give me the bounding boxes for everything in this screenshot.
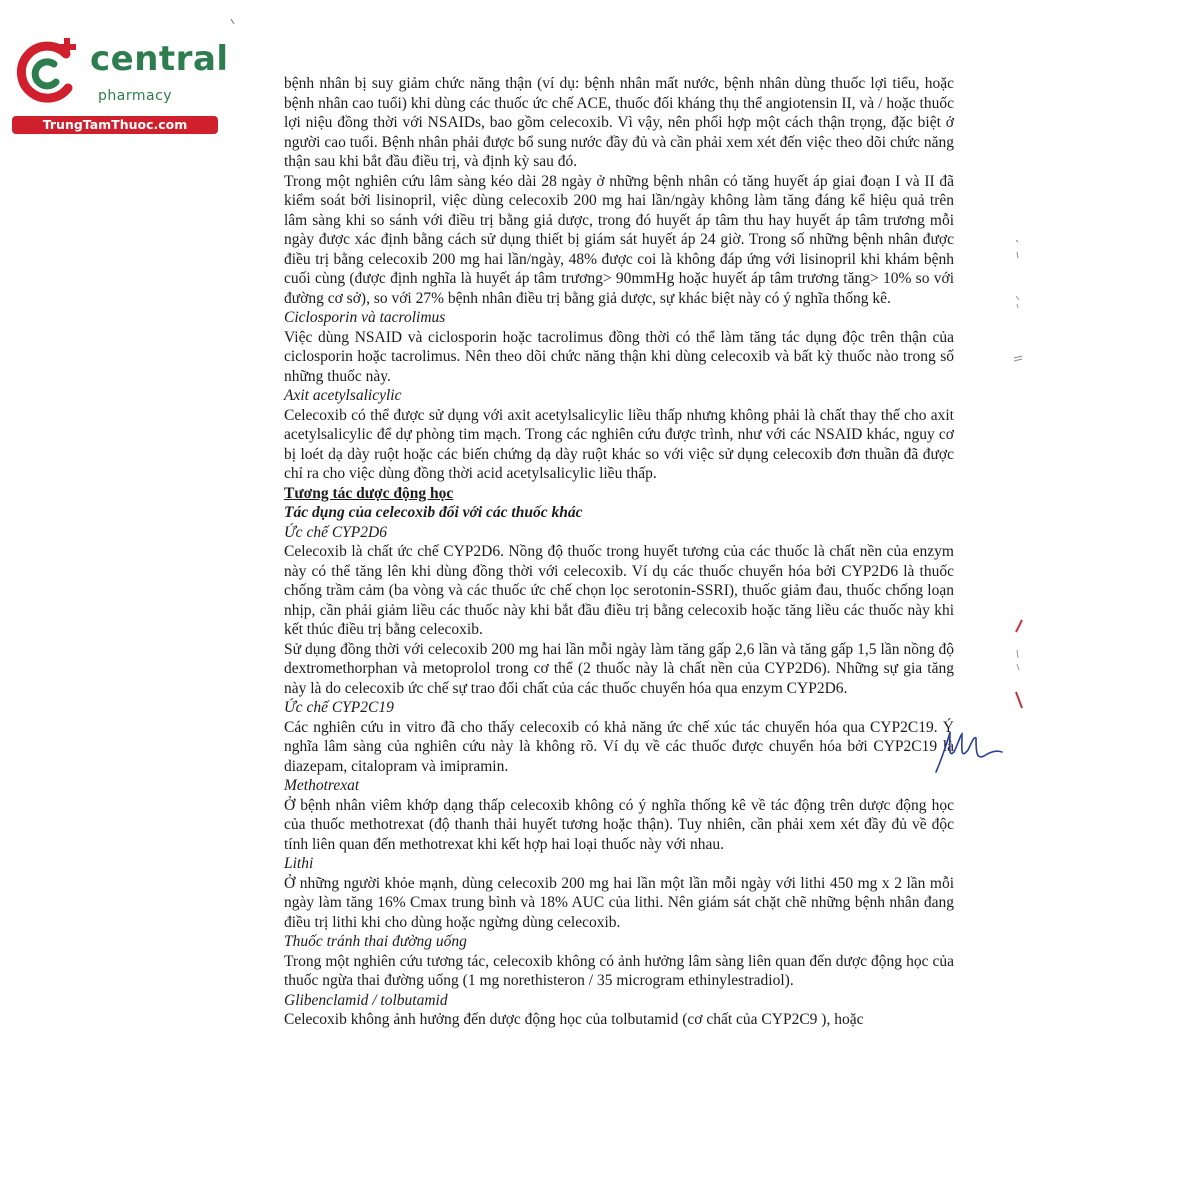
subheading: Axit acetylsalicylic [284,387,402,404]
document-body [284,74,954,1030]
subheading: Ức chế CYP2C19 [284,699,394,716]
pharmacy-logo [10,36,229,136]
body-paragraph: Celecoxib là chất ức chế CYP2D6. Nồng độ thuốc trong huyết tương của các thuốc là chất nền của enzym này có thể tăng lên khi dùng đồng thời với celecoxib. Ví dụ các thuốc chuyển hóa bởi CYP2D6 là thuốc chống trầm cảm (ba vòng và các thuốc ức chế chọn lọc serotonin-SSRI), thuốc giảm đau, thuốc chống loạn nhịp, cần phải giảm liều các thuốc này khi bắt đầu điều trị bằng celecoxib hoặc tăng liều các thuốc này khi kết thúc điều trị bằng celecoxib. [284,543,954,638]
body-paragraph: Ở những người khỏe mạnh, dùng celecoxib 200 mg hai lần một lần mỗi ngày với lithi 450 mg x 2 lần mỗi ngày làm tăng 16% Cmax trung bình và 18% AUC của lithi. Nên giám sát chặt chẽ những bệnh nhân đang điều trị lithi khi cho dùng hoặc ngừng dùng celecoxib. [284,874,954,931]
body-paragraph: Celecoxib có thể được sử dụng với axit acetylsalicylic liều thấp nhưng không phải là chất thay thế cho axit acetylsalicylic để dự phòng tim mạch. Trong các nghiên cứu được trình, như với các NSAID khác, nguy cơ bị loét dạ dày ruột hoặc các biến chứng dạ dày ruột khác so với việc sử dụng celecoxib đơn thuần đã được chỉ ra cho việc dùng đồng thời acid acetylsalicylic liều thấp. [284,406,954,482]
body-paragraph: Việc dùng NSAID và ciclosporin hoặc tacrolimus đồng thời có thể làm tăng tác dụng độc trên thận của ciclosporin hoặc tacrolimus. Nên theo dõi chức năng thận khi dùng celecoxib và bất kỳ thuốc nào trong số những thuốc này. [284,328,954,385]
section-heading: Tương tác dược động học [284,484,454,502]
body-paragraph: bệnh nhân bị suy giảm chức năng thận (ví dụ: bệnh nhân mất nước, bệnh nhân dùng thuốc lợi tiểu, hoặc bệnh nhân cao tuổi) khi dùng các thuốc ức chế ACE, thuốc đối kháng thụ thể angiotensin II, và / hoặc thuốc lợi niệu đồng thời với NSAIDs, bao gồm celecoxib. Vì vậy, nên phối hợp một cách thận trọng, đặc biệt ở người cao tuổi. Bệnh nhân phải được bổ sung nước đầy đủ và cần phải xem xét đến việc theo dõi chức năng thận sau khi bắt đầu điều trị, và định kỳ sau đó. [284,75,954,170]
body-paragraph: Celecoxib không ảnh hưởng đến dược động học của tolbutamid (cơ chất của CYP2C9 ), hoặc [284,1011,864,1028]
body-paragraph: Các nghiên cứu in vitro đã cho thấy celecoxib có khả năng ức chế xúc tác chuyển hóa qua CYP2C19. Ý nghĩa lâm sàng của nghiên cứu này là không rõ. Ví dụ về các thuốc được chuyển hóa bởi CYP2C19 là diazepam, citalopram và imipramin. [284,718,954,775]
subheading: Methotrexat [284,777,360,794]
subheading: Thuốc tránh thai đường uống [284,933,467,950]
margin-scan-marks [1008,230,1028,730]
body-paragraph: Sử dụng đồng thời với celecoxib 200 mg hai lần mỗi ngày làm tăng gấp 2,6 lần và tăng gấp 1,5 lần nồng độ dextromethorphan và metoprolol trong cơ thể (2 thuốc này là chất nền của CYP2D6). Những sự gia tăng này là do celecoxib ức chế sự trao đổi chất của các thuốc chuyển hóa qua enzym CYP2D6. [284,640,954,697]
sub-section-heading: Tác dụng của celecoxib đối với các thuốc khác [284,504,583,521]
scan-speck [230,18,236,26]
subheading: Glibenclamid / tolbutamid [284,991,448,1009]
central-pharmacy-logo-mark [10,36,82,108]
body-paragraph: Trong một nghiên cứu lâm sàng kéo dài 28 ngày ở những bệnh nhân có tăng huyết áp giai đoạn I và II đã kiểm soát bởi lisinopril, việc dùng celecoxib 200 mg hai lần/ngày không làm tăng đáng kể hiệu quả trên lâm sàng khi so sánh với điều trị bằng giả dược, trong đó huyết áp tâm thu hay huyết áp tâm trương mỗi ngày được xác định bằng cách sử dụng thiết bị giám sát huyết áp 24 giờ. Trong số những bệnh nhân được điều trị bằng celecoxib 200 mg hai lần/ngày, 48% được coi là không đáp ứng với lisinopril khi khám bệnh cuối cùng (được định nghĩa là huyết áp tâm trương> 90mmHg hoặc huyết áp tâm trương tăng> 10% so với đường cơ sở), so với 27% bệnh nhân điều trị bằng giả dược, sự khác biệt này có ý nghĩa thống kê. [284,172,954,307]
subheading: Lithi [284,855,314,872]
subheading: Ciclosporin và tacrolimus [284,309,446,326]
body-paragraph: Ở bệnh nhân viêm khớp dạng thấp celecoxib không có ý nghĩa thống kê về tác động trên dược động học của thuốc methotrexat (độ thanh thải huyết tương hoặc thận). Tuy nhiên, cần phải xem xét đầy đủ về độc tính liên quan đến methotrexat khi kết hợp hai loại thuốc này với nhau. [284,796,954,853]
logo-brand-subtitle: pharmacy [98,88,173,104]
handwritten-signature [932,728,1004,776]
subheading: Ức chế CYP2D6 [284,523,387,541]
logo-brand-name: central [90,39,229,79]
body-paragraph: Trong một nghiên cứu tương tác, celecoxib không có ảnh hưởng lâm sàng liên quan đến dược động học của thuốc ngừa thai đường uống (1 mg norethisteron / 35 microgram ethinylestradiol). [284,952,954,989]
logo-website-url[interactable]: TrungTamThuoc.com [12,116,218,134]
